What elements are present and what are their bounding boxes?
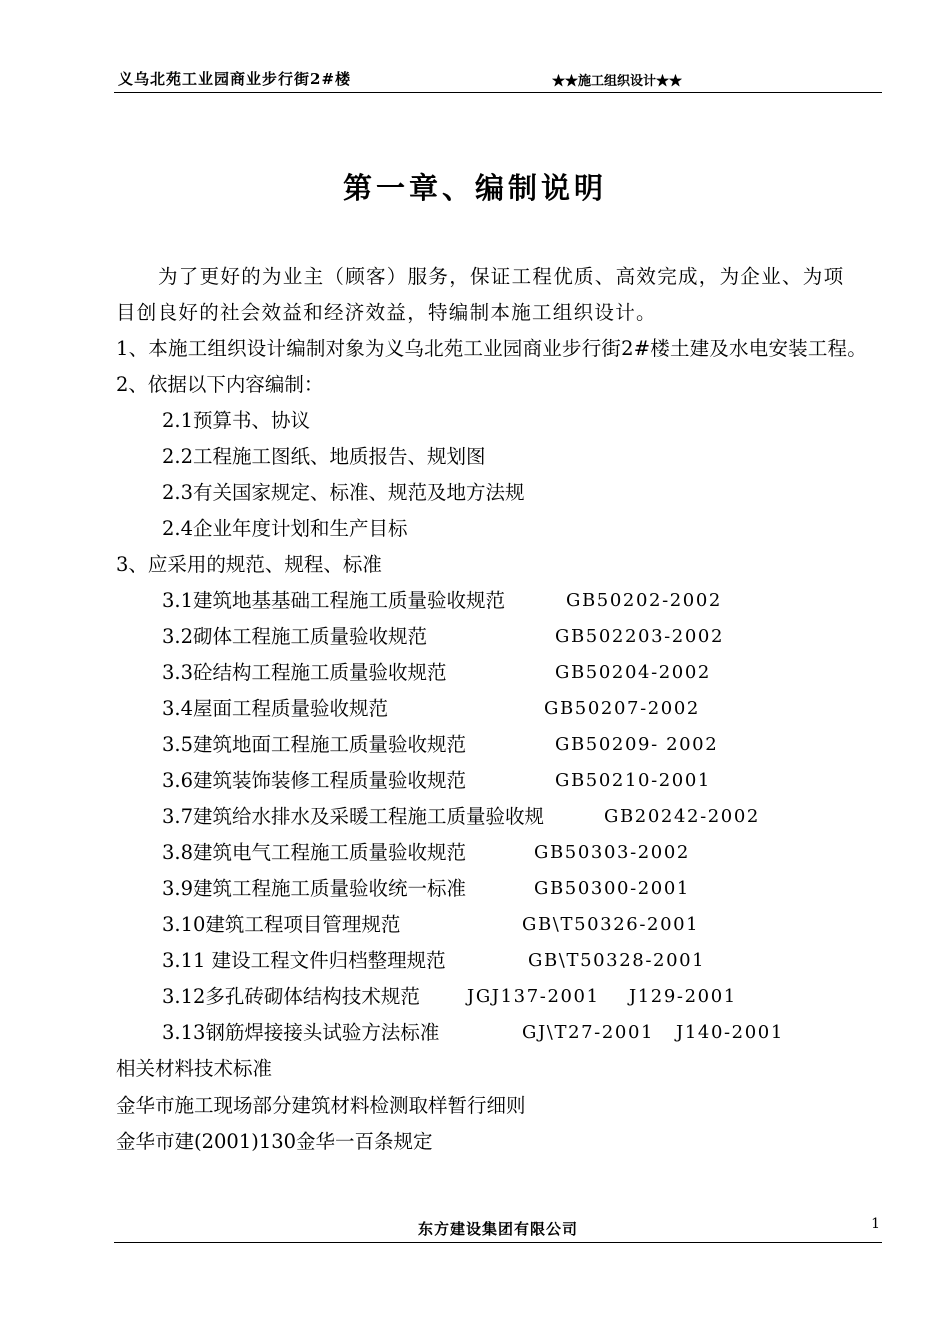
standard-code: GB50300-2001 bbox=[534, 878, 690, 899]
item-2-sub: 2.1预算书、协议 bbox=[162, 409, 311, 432]
standard-code: GB502203-2002 bbox=[555, 626, 725, 647]
standard-code: GB20242-2002 bbox=[604, 806, 760, 827]
standard-code: GB50207-2002 bbox=[544, 698, 700, 719]
standard-name: 3.9建筑工程施工质量验收统一标准 bbox=[162, 877, 467, 900]
standard-name: 3.10建筑工程项目管理规范 bbox=[162, 913, 401, 936]
item-2-sub: 2.3有关国家规定、标准、规范及地方法规 bbox=[162, 481, 525, 504]
item-1: 1、本施工组织设计编制对象为义乌北苑工业园商业步行街2#楼土建及水电安装工程。 bbox=[116, 337, 867, 360]
item-2-heading: 2、依据以下内容编制： bbox=[116, 373, 324, 396]
page-footer bbox=[114, 1212, 882, 1243]
standard-name: 3.12多孔砖砌体结构技术规范 bbox=[162, 985, 420, 1008]
tail-line: 相关材料技术标准 bbox=[116, 1057, 273, 1080]
standard-name: 3.5建筑地面工程施工质量验收规范 bbox=[162, 733, 467, 756]
standard-code: JGJ137-2001 J129-2001 bbox=[467, 986, 737, 1007]
standard-code: GB50209- 2002 bbox=[555, 734, 719, 755]
item-3-heading: 3、应采用的规范、规程、标准 bbox=[116, 553, 382, 576]
tail-line: 金华市建(2001)130金华一百条规定 bbox=[116, 1130, 433, 1153]
tail-line: 金华市施工现场部分建筑材料检测取样暂行细则 bbox=[116, 1094, 526, 1117]
page-number: 1 bbox=[871, 1216, 880, 1232]
standard-code: GB50210-2001 bbox=[555, 770, 711, 791]
standard-name: 3.2砌体工程施工质量验收规范 bbox=[162, 625, 428, 648]
standard-name: 3.7建筑给水排水及采暖工程施工质量验收规 bbox=[162, 805, 545, 828]
header-doc-type: ★★施工组织设计★★ bbox=[552, 74, 683, 89]
standard-name: 3.3砼结构工程施工质量验收规范 bbox=[162, 661, 447, 684]
item-2-sub: 2.4企业年度计划和生产目标 bbox=[162, 517, 408, 540]
standard-name: 3.11 建设工程文件归档整理规范 bbox=[162, 949, 446, 972]
standard-name: 3.4屋面工程质量验收规范 bbox=[162, 697, 389, 720]
chapter-title: 第一章、编制说明 bbox=[342, 171, 607, 205]
footer-company: 东方建设集团有限公司 bbox=[417, 1220, 578, 1238]
intro-line-2: 目创良好的社会效益和经济效益，特编制本施工组织设计。 bbox=[116, 301, 657, 324]
standard-code: GB50202-2002 bbox=[566, 590, 722, 611]
item-2-sub: 2.2工程施工图纸、地质报告、规划图 bbox=[162, 445, 486, 468]
standard-code: GB50303-2002 bbox=[534, 842, 690, 863]
standard-name: 3.8建筑电气工程施工质量验收规范 bbox=[162, 841, 467, 864]
standard-name: 3.13钢筋焊接接头试验方法标准 bbox=[162, 1021, 440, 1044]
standard-code: GB\T50328-2001 bbox=[528, 950, 706, 971]
standard-code: GB\T50326-2001 bbox=[522, 914, 700, 935]
intro-line-1: 为了更好的为业主（顾客）服务，保证工程优质、高效完成，为企业、为项 bbox=[158, 265, 845, 288]
standard-name: 3.6建筑装饰装修工程质量验收规范 bbox=[162, 769, 467, 792]
page-header bbox=[114, 64, 882, 93]
standard-name: 3.1建筑地基基础工程施工质量验收规范 bbox=[162, 589, 506, 612]
header-project-title: 义乌北苑工业园商业步行街2#楼 bbox=[118, 70, 352, 88]
standard-code: GB50204-2002 bbox=[555, 662, 711, 683]
standard-code: GJ\T27-2001 J140-2001 bbox=[522, 1022, 784, 1043]
